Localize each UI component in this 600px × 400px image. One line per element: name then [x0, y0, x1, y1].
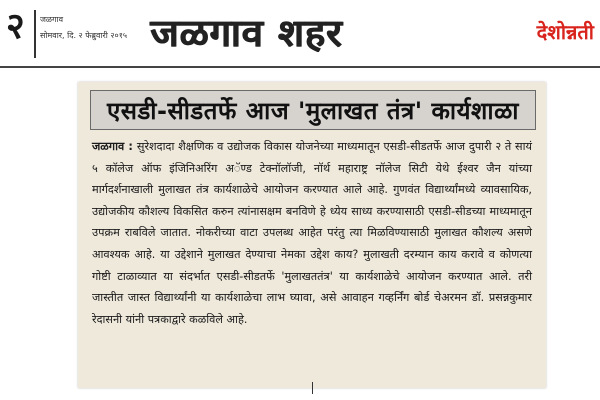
article-body — [92, 136, 532, 330]
article-dateline-city: जळगाव : — [92, 140, 137, 153]
article-headline: एसडी-सीडतर्फे आज 'मुलाखत तंत्र' कार्यशाळा — [106, 96, 520, 125]
news-clipping — [78, 82, 546, 388]
newspaper-logo: देशोन्नती — [536, 20, 594, 44]
article-body-text: सुरेशदादा शैक्षणिक व उद्योजक विकास योजनेच्या माध्यमातून एसडी-सीडतर्फे आज दुपारी २ ते सायं ५ कॉलेज ऑफ इंजिनिअरिंग अॅण्ड टेक्नॉलॉजी, नॉर्थ महाराष्ट्र नॉलेज सिटी येथे ईश्वर जैन यांच्या मार्गदर्शनाखाली मुलाखत तंत्र कार्यशाळेचे आयोजन करण्यात आले आहे. गुणवंत विद्यार्थ्यांमध्ये व्यावसायिक, उद्योजकीय कौशल्य विकसित करुन त्यांनासक्षम बनविणे हे ध्येय साध्य करण्यासाठी एसडी-सीडच्या माध्यमातून उपक्रम राबविले जातात. नोकरीच्या वाटा उपलब्ध आहेत परंतु त्या मिळविण्यासाठी मुलाखत कौशल्य असणे आवश्यक आहे. या उद्देशाने मुलाखत देण्याचा नेमका उद्देश काय? मुलाखती दरम्यान काय करावे व कोणत्या गोष्टी टाळाव्यात या संदर्भात एसडी-सीडतर्फे 'मुलाखततंत्र' या कार्यशाळेचे आयोजन करण्यात आले. तरी जास्तीत जास्त विद्यार्थ्यांनी या कार्यशाळेचा लाभ घ्यावा, असे आवाहन गव्हर्निंग बोर्ड चेअरमन डॉ. प्रसन्नकुमार रेदासनी यांनी पत्रकाद्वारे कळविले आहे. — [92, 140, 533, 326]
headline-box — [90, 90, 536, 130]
page-number: २ — [6, 5, 25, 47]
masthead-divider — [34, 10, 36, 58]
masthead-rule — [0, 66, 600, 68]
dateline: सोमवार, दि. २ फेब्रुवारी २०१५ — [40, 31, 128, 40]
section-title: जळगाव शहर — [150, 11, 343, 55]
edition-label: जळगाव — [40, 15, 64, 24]
clip-mark — [312, 382, 313, 394]
newspaper-masthead — [0, 0, 600, 70]
